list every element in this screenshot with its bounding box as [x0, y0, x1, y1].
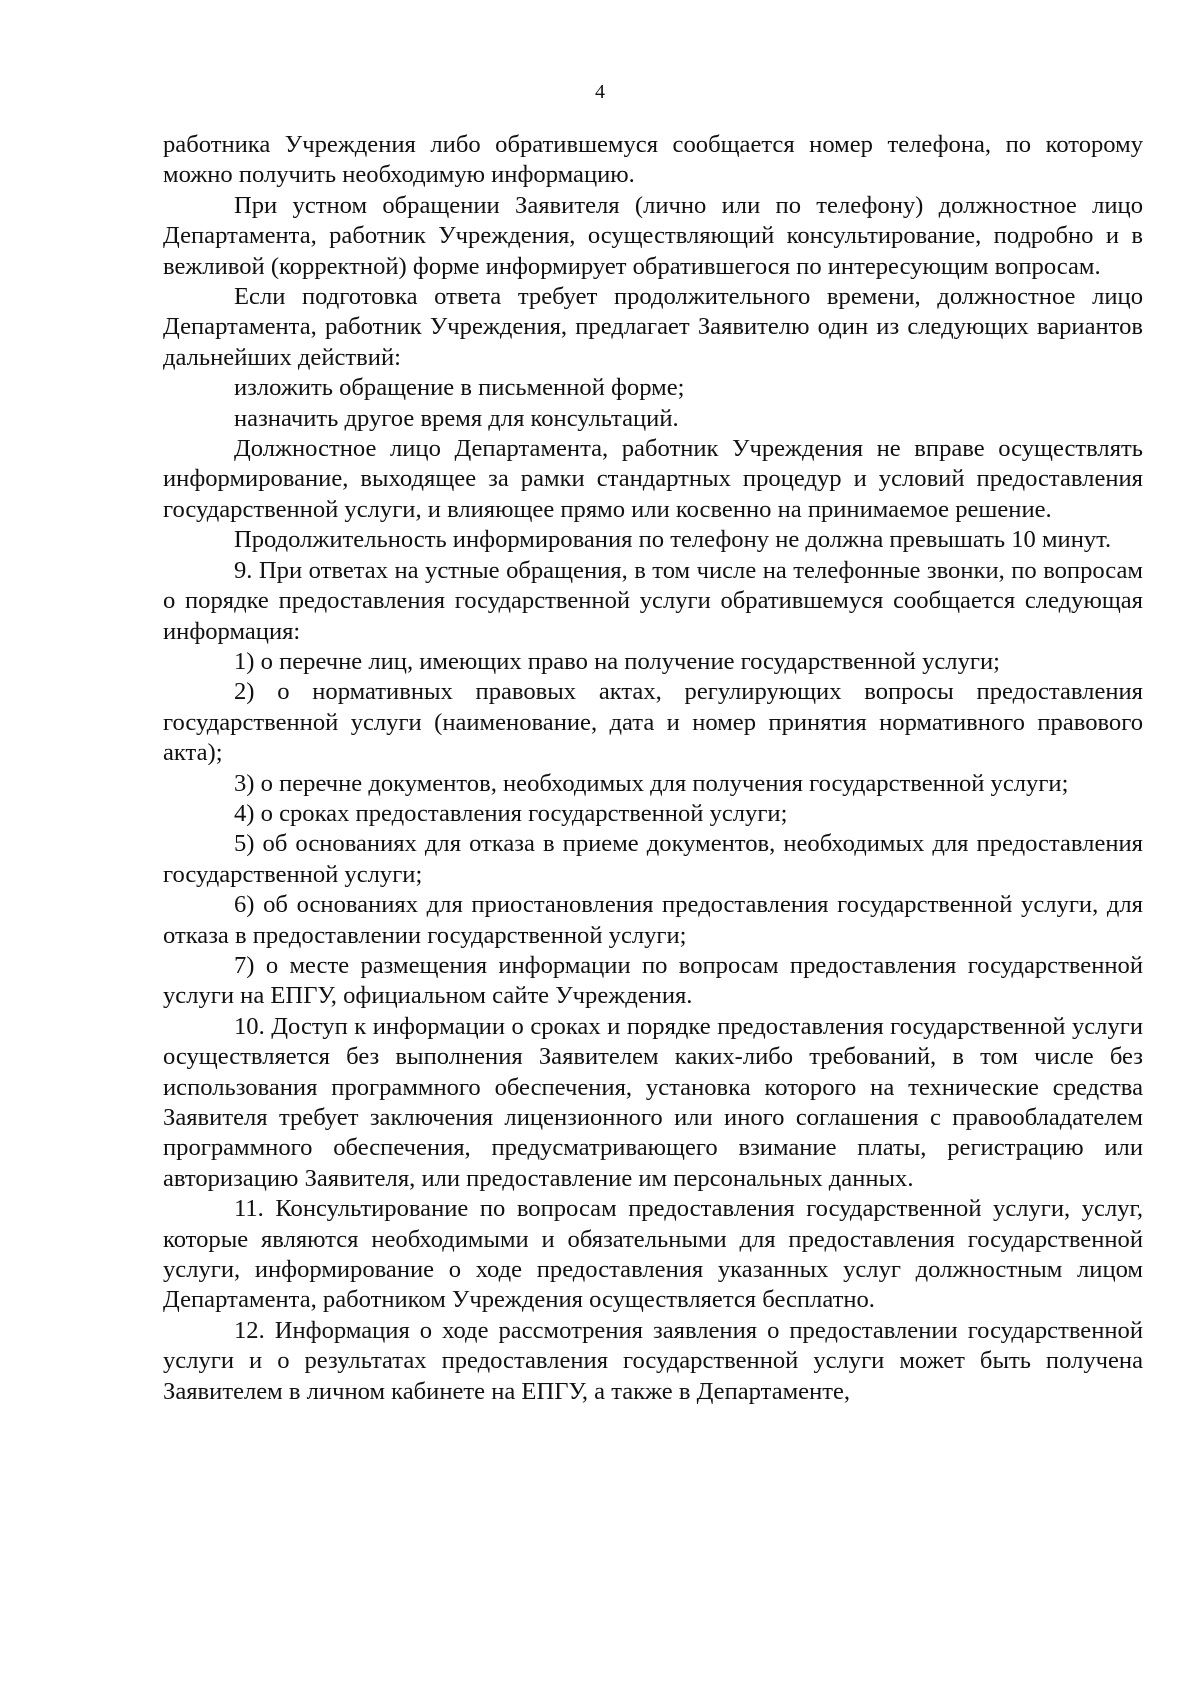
- clause-9-item-5: 5) об основаниях для отказа в приеме документов, необходимых для предоставления государственной услуги;: [163, 830, 1143, 888]
- clause-9: 9. При ответах на устные обращения, в том числе на телефонные звонки, по вопросам о порядке предоставления государственной услуги обратившемуся сообщается следующая информация:: [163, 556, 1143, 645]
- document-body: [163, 130, 1143, 1407]
- clause-9-item-6: 6) об основаниях для приостановления предоставления государственной услуги, для отказа в предоставлении государственной услуги;: [163, 891, 1143, 949]
- list-item-other-time: назначить другое время для консультаций.: [234, 404, 679, 432]
- paragraph-duration: Продолжительность информирования по телефону не должна превышать 10 минут.: [234, 526, 1112, 554]
- paragraph-oral-request: При устном обращении Заявителя (лично или по телефону) должностное лицо Департамента, работник Учреждения, осуществляющий консультирование, подробно и в вежливой (корректной) форме информирует обратившегося по интересующим вопросам.: [163, 191, 1143, 280]
- paragraph-long-preparation: Если подготовка ответа требует продолжительного времени, должностное лицо Департамента, работник Учреждения, предлагает Заявителю один из следующих вариантов дальнейших действий:: [163, 283, 1143, 371]
- page-number: 4: [595, 81, 605, 103]
- list-item-written-form: изложить обращение в письменной форме;: [234, 374, 685, 402]
- clause-11: 11. Консультирование по вопросам предоставления государственной услуги, услуг, которые являются необходимыми и обязательными для предоставления государственной услуги, информирование о ходе предоставления указанных услуг должностным лицом Департамента, работником Учреждения осуществляется бесплатно.: [163, 1195, 1143, 1314]
- clause-9-item-2: 2) о нормативных правовых актах, регулирующих вопросы предоставления государственной услуги (наименование, дата и номер принятия нормативного правового акта);: [163, 678, 1143, 767]
- clause-12: 12. Информация о ходе рассмотрения заявления о предоставлении государственной услуги и о результатах предоставления государственной услуги может быть получена Заявителем в личном кабинете на ЕПГУ, а также в Департаменте,: [163, 1316, 1143, 1405]
- clause-10: 10. Доступ к информации о сроках и порядке предоставления государственной услуги осуществляется без выполнения Заявителем каких-либо требований, в том числе без использования программного обеспечения, установка которого на технические средства Заявителя требует заключения лицензионного или иного соглашения с правообладателем программного обеспечения, предусматривающего взимание платы, регистрацию или авторизацию Заявителя, или предоставление им персональных данных.: [163, 1012, 1143, 1192]
- clause-9-item-3: 3) о перечне документов, необходимых для получения государственной услуги;: [234, 769, 1069, 797]
- clause-9-item-4: 4) о сроках предоставления государственной услуги;: [234, 799, 788, 827]
- clause-9-item-1: 1) о перечне лиц, имеющих право на получение государственной услуги;: [234, 647, 1000, 675]
- paragraph-continuation: работника Учреждения либо обратившемуся сообщается номер телефона, по которому можно получить необходимую информацию.: [163, 131, 1143, 189]
- clause-9-item-7: 7) о месте размещения информации по вопросам предоставления государственной услуги на ЕПГУ, официальном сайте Учреждения.: [163, 951, 1143, 1010]
- paragraph-restrictions: Должностное лицо Департамента, работник Учреждения не вправе осуществлять информирование, выходящее за рамки стандартных процедур и условий предоставления государственной услуги, и влияющее прямо или косвенно на принимаемое решение.: [163, 435, 1143, 523]
